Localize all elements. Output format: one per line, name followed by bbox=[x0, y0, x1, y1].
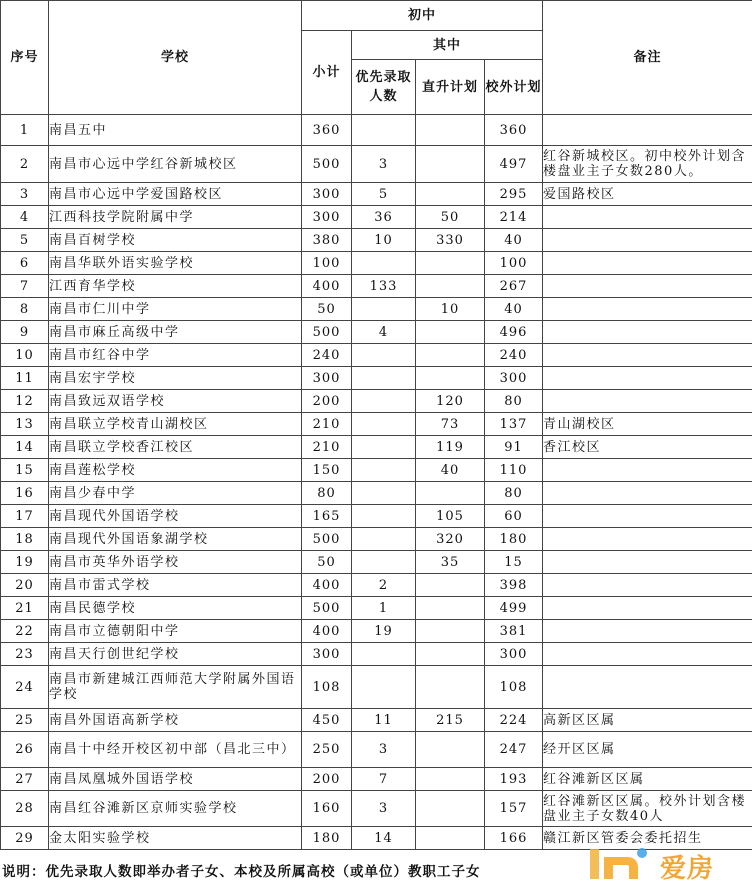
subtotal-cell: 380 bbox=[302, 229, 352, 252]
subtotal-cell: 210 bbox=[302, 436, 352, 459]
note-cell bbox=[543, 551, 752, 574]
row-number: 24 bbox=[1, 666, 49, 709]
row-number: 14 bbox=[1, 436, 49, 459]
table-row bbox=[1, 643, 752, 666]
row-number: 13 bbox=[1, 413, 49, 436]
priority-cell: 3 bbox=[352, 732, 416, 768]
row-number: 5 bbox=[1, 229, 49, 252]
direct-cell bbox=[416, 275, 485, 298]
footnote: 说明：优先录取人数即举办者子女、本校及所属高校（或单位）教职工子女 bbox=[2, 864, 481, 880]
school-name: 南昌联立学校青山湖校区 bbox=[49, 413, 302, 436]
outside-cell: 499 bbox=[485, 597, 543, 620]
note-cell bbox=[543, 115, 752, 146]
row-number: 28 bbox=[1, 791, 49, 827]
note-cell bbox=[543, 528, 752, 551]
outside-cell: 137 bbox=[485, 413, 543, 436]
outside-cell: 300 bbox=[485, 643, 543, 666]
subtotal-cell: 80 bbox=[302, 482, 352, 505]
subtotal-cell: 165 bbox=[302, 505, 352, 528]
priority-cell bbox=[352, 666, 416, 709]
table-row bbox=[1, 505, 752, 528]
subtotal-cell: 360 bbox=[302, 115, 352, 146]
table-row bbox=[1, 620, 752, 643]
row-number: 3 bbox=[1, 183, 49, 206]
note-cell bbox=[543, 666, 752, 709]
subtotal-cell: 400 bbox=[302, 620, 352, 643]
row-number: 11 bbox=[1, 367, 49, 390]
subtotal-cell: 400 bbox=[302, 574, 352, 597]
direct-cell: 215 bbox=[416, 709, 485, 732]
header-seq: 序号 bbox=[1, 1, 49, 115]
direct-cell bbox=[416, 768, 485, 791]
row-number: 29 bbox=[1, 827, 49, 850]
school-name: 南昌现代外国语象湖学校 bbox=[49, 528, 302, 551]
table-row bbox=[1, 183, 752, 206]
table-row bbox=[1, 206, 752, 229]
priority-cell bbox=[352, 528, 416, 551]
note-cell: 青山湖校区 bbox=[543, 413, 752, 436]
row-number: 22 bbox=[1, 620, 49, 643]
table-row bbox=[1, 436, 752, 459]
priority-cell: 19 bbox=[352, 620, 416, 643]
note-cell bbox=[543, 321, 752, 344]
outside-cell: 497 bbox=[485, 146, 543, 183]
outside-cell: 398 bbox=[485, 574, 543, 597]
subtotal-cell: 250 bbox=[302, 732, 352, 768]
row-number: 26 bbox=[1, 732, 49, 768]
priority-cell: 36 bbox=[352, 206, 416, 229]
direct-cell: 105 bbox=[416, 505, 485, 528]
school-name: 南昌天行创世纪学校 bbox=[49, 643, 302, 666]
direct-cell bbox=[416, 344, 485, 367]
priority-cell bbox=[352, 505, 416, 528]
priority-cell bbox=[352, 436, 416, 459]
note-cell: 红谷滩新区区属 bbox=[543, 768, 752, 791]
school-name: 南昌市麻丘高级中学 bbox=[49, 321, 302, 344]
subtotal-cell: 500 bbox=[302, 321, 352, 344]
header-junior: 初中 bbox=[302, 1, 543, 31]
table-body bbox=[1, 115, 752, 850]
note-cell: 香江校区 bbox=[543, 436, 752, 459]
note-cell bbox=[543, 597, 752, 620]
outside-cell: 40 bbox=[485, 298, 543, 321]
direct-cell bbox=[416, 620, 485, 643]
direct-cell: 73 bbox=[416, 413, 485, 436]
direct-cell: 10 bbox=[416, 298, 485, 321]
priority-cell bbox=[352, 298, 416, 321]
note-cell bbox=[543, 298, 752, 321]
priority-cell: 5 bbox=[352, 183, 416, 206]
direct-cell bbox=[416, 367, 485, 390]
subtotal-cell: 160 bbox=[302, 791, 352, 827]
priority-cell bbox=[352, 459, 416, 482]
priority-cell: 7 bbox=[352, 768, 416, 791]
row-number: 16 bbox=[1, 482, 49, 505]
note-cell bbox=[543, 206, 752, 229]
table-row bbox=[1, 146, 752, 183]
priority-cell: 11 bbox=[352, 709, 416, 732]
row-number: 23 bbox=[1, 643, 49, 666]
note-cell bbox=[543, 344, 752, 367]
subtotal-cell: 240 bbox=[302, 344, 352, 367]
subtotal-cell: 450 bbox=[302, 709, 352, 732]
table-row bbox=[1, 597, 752, 620]
direct-cell bbox=[416, 827, 485, 850]
row-number: 17 bbox=[1, 505, 49, 528]
table-row bbox=[1, 321, 752, 344]
table-row bbox=[1, 574, 752, 597]
row-number: 1 bbox=[1, 115, 49, 146]
header-note: 备注 bbox=[543, 1, 752, 115]
direct-cell bbox=[416, 574, 485, 597]
table-row bbox=[1, 732, 752, 768]
priority-cell bbox=[352, 551, 416, 574]
note-cell bbox=[543, 643, 752, 666]
outside-cell: 214 bbox=[485, 206, 543, 229]
table-row bbox=[1, 551, 752, 574]
header-subtotal: 小计 bbox=[302, 31, 352, 115]
school-name: 南昌百树学校 bbox=[49, 229, 302, 252]
subtotal-cell: 500 bbox=[302, 146, 352, 183]
direct-cell: 50 bbox=[416, 206, 485, 229]
school-name: 南昌五中 bbox=[49, 115, 302, 146]
table-row bbox=[1, 390, 752, 413]
outside-cell: 295 bbox=[485, 183, 543, 206]
priority-cell: 133 bbox=[352, 275, 416, 298]
outside-cell: 360 bbox=[485, 115, 543, 146]
table-row bbox=[1, 709, 752, 732]
table-row bbox=[1, 528, 752, 551]
table-row bbox=[1, 768, 752, 791]
header-priority: 优先录取人数 bbox=[352, 60, 416, 115]
outside-cell: 40 bbox=[485, 229, 543, 252]
school-name: 南昌市雷式学校 bbox=[49, 574, 302, 597]
subtotal-cell: 200 bbox=[302, 768, 352, 791]
subtotal-cell: 50 bbox=[302, 551, 352, 574]
school-name: 南昌凤凰城外国语学校 bbox=[49, 768, 302, 791]
outside-cell: 496 bbox=[485, 321, 543, 344]
header-among: 其中 bbox=[352, 31, 543, 60]
direct-cell bbox=[416, 146, 485, 183]
subtotal-cell: 300 bbox=[302, 206, 352, 229]
subtotal-cell: 210 bbox=[302, 413, 352, 436]
note-cell bbox=[543, 229, 752, 252]
row-number: 12 bbox=[1, 390, 49, 413]
priority-cell: 2 bbox=[352, 574, 416, 597]
row-number: 21 bbox=[1, 597, 49, 620]
school-name: 南昌十中经开校区初中部（昌北三中） bbox=[49, 732, 302, 768]
row-number: 6 bbox=[1, 252, 49, 275]
subtotal-cell: 100 bbox=[302, 252, 352, 275]
note-cell bbox=[543, 482, 752, 505]
table-row bbox=[1, 459, 752, 482]
direct-cell bbox=[416, 791, 485, 827]
priority-cell bbox=[352, 344, 416, 367]
school-name: 南昌市立德朝阳中学 bbox=[49, 620, 302, 643]
header-direct: 直升计划 bbox=[416, 60, 485, 115]
note-cell: 赣江新区管委会委托招生 bbox=[543, 827, 752, 850]
outside-cell: 247 bbox=[485, 732, 543, 768]
note-cell: 经开区区属 bbox=[543, 732, 752, 768]
school-name: 南昌市心远中学红谷新城校区 bbox=[49, 146, 302, 183]
priority-cell: 3 bbox=[352, 146, 416, 183]
note-cell bbox=[543, 367, 752, 390]
outside-cell: 166 bbox=[485, 827, 543, 850]
outside-cell: 15 bbox=[485, 551, 543, 574]
outside-cell: 193 bbox=[485, 768, 543, 791]
outside-cell: 108 bbox=[485, 666, 543, 709]
note-cell: 高新区区属 bbox=[543, 709, 752, 732]
note-cell bbox=[543, 252, 752, 275]
subtotal-cell: 108 bbox=[302, 666, 352, 709]
school-name: 南昌外国语高新学校 bbox=[49, 709, 302, 732]
outside-cell: 300 bbox=[485, 367, 543, 390]
priority-cell bbox=[352, 482, 416, 505]
row-number: 7 bbox=[1, 275, 49, 298]
direct-cell bbox=[416, 183, 485, 206]
row-number: 25 bbox=[1, 709, 49, 732]
table-row bbox=[1, 367, 752, 390]
school-name: 南昌民德学校 bbox=[49, 597, 302, 620]
school-name: 南昌市新建城江西师范大学附属外国语学校 bbox=[49, 666, 302, 709]
row-number: 2 bbox=[1, 146, 49, 183]
priority-cell: 14 bbox=[352, 827, 416, 850]
direct-cell bbox=[416, 115, 485, 146]
direct-cell bbox=[416, 252, 485, 275]
outside-cell: 240 bbox=[485, 344, 543, 367]
direct-cell bbox=[416, 732, 485, 768]
table-row bbox=[1, 791, 752, 827]
priority-cell bbox=[352, 643, 416, 666]
row-number: 8 bbox=[1, 298, 49, 321]
outside-cell: 91 bbox=[485, 436, 543, 459]
row-number: 15 bbox=[1, 459, 49, 482]
subtotal-cell: 300 bbox=[302, 367, 352, 390]
row-number: 27 bbox=[1, 768, 49, 791]
outside-cell: 110 bbox=[485, 459, 543, 482]
row-number: 19 bbox=[1, 551, 49, 574]
outside-cell: 60 bbox=[485, 505, 543, 528]
school-name: 南昌致远双语学校 bbox=[49, 390, 302, 413]
priority-cell bbox=[352, 115, 416, 146]
note-cell bbox=[543, 390, 752, 413]
table-row bbox=[1, 298, 752, 321]
direct-cell bbox=[416, 597, 485, 620]
outside-cell: 80 bbox=[485, 390, 543, 413]
row-number: 9 bbox=[1, 321, 49, 344]
priority-cell bbox=[352, 252, 416, 275]
row-number: 10 bbox=[1, 344, 49, 367]
outside-cell: 267 bbox=[485, 275, 543, 298]
school-name: 南昌市英华外语学校 bbox=[49, 551, 302, 574]
header-school: 学校 bbox=[49, 1, 302, 115]
subtotal-cell: 300 bbox=[302, 643, 352, 666]
priority-cell: 4 bbox=[352, 321, 416, 344]
priority-cell bbox=[352, 413, 416, 436]
priority-cell: 10 bbox=[352, 229, 416, 252]
priority-cell: 3 bbox=[352, 791, 416, 827]
subtotal-cell: 400 bbox=[302, 275, 352, 298]
school-name: 金太阳实验学校 bbox=[49, 827, 302, 850]
subtotal-cell: 500 bbox=[302, 597, 352, 620]
watermark-text: 爱房 bbox=[660, 854, 715, 884]
school-name: 南昌市心远中学爱国路校区 bbox=[49, 183, 302, 206]
table-row bbox=[1, 482, 752, 505]
subtotal-cell: 180 bbox=[302, 827, 352, 850]
direct-cell bbox=[416, 643, 485, 666]
subtotal-cell: 150 bbox=[302, 459, 352, 482]
row-number: 20 bbox=[1, 574, 49, 597]
note-cell: 爱国路校区 bbox=[543, 183, 752, 206]
note-cell bbox=[543, 275, 752, 298]
school-name: 江西育华学校 bbox=[49, 275, 302, 298]
school-name: 南昌宏宇学校 bbox=[49, 367, 302, 390]
school-name: 南昌莲松学校 bbox=[49, 459, 302, 482]
subtotal-cell: 500 bbox=[302, 528, 352, 551]
direct-cell: 330 bbox=[416, 229, 485, 252]
school-name: 南昌少春中学 bbox=[49, 482, 302, 505]
direct-cell bbox=[416, 666, 485, 709]
school-name: 南昌红谷滩新区京师实验学校 bbox=[49, 791, 302, 827]
subtotal-cell: 300 bbox=[302, 183, 352, 206]
school-name: 南昌华联外语实验学校 bbox=[49, 252, 302, 275]
table-row bbox=[1, 666, 752, 709]
priority-cell bbox=[352, 390, 416, 413]
direct-cell: 35 bbox=[416, 551, 485, 574]
header-outside: 校外计划 bbox=[485, 60, 543, 115]
priority-cell: 1 bbox=[352, 597, 416, 620]
direct-cell bbox=[416, 482, 485, 505]
table-row bbox=[1, 115, 752, 146]
table-row bbox=[1, 229, 752, 252]
school-name: 南昌现代外国语学校 bbox=[49, 505, 302, 528]
note-cell bbox=[543, 620, 752, 643]
direct-cell: 119 bbox=[416, 436, 485, 459]
outside-cell: 180 bbox=[485, 528, 543, 551]
subtotal-cell: 200 bbox=[302, 390, 352, 413]
direct-cell: 120 bbox=[416, 390, 485, 413]
direct-cell bbox=[416, 321, 485, 344]
outside-cell: 224 bbox=[485, 709, 543, 732]
row-number: 18 bbox=[1, 528, 49, 551]
note-cell bbox=[543, 459, 752, 482]
school-name: 南昌市仁川中学 bbox=[49, 298, 302, 321]
note-cell bbox=[543, 505, 752, 528]
outside-cell: 381 bbox=[485, 620, 543, 643]
note-cell: 红谷新城校区。初中校外计划含楼盘业主子女数280人。 bbox=[543, 146, 752, 183]
school-name: 江西科技学院附属中学 bbox=[49, 206, 302, 229]
direct-cell: 40 bbox=[416, 459, 485, 482]
outside-cell: 80 bbox=[485, 482, 543, 505]
priority-cell bbox=[352, 367, 416, 390]
school-name: 南昌市红谷中学 bbox=[49, 344, 302, 367]
outside-cell: 157 bbox=[485, 791, 543, 827]
table-row bbox=[1, 344, 752, 367]
row-number: 4 bbox=[1, 206, 49, 229]
direct-cell: 320 bbox=[416, 528, 485, 551]
note-cell: 红谷滩新区区属。校外计划含楼盘业主子女数40人 bbox=[543, 791, 752, 827]
table-row bbox=[1, 413, 752, 436]
table-row bbox=[1, 275, 752, 298]
table-row bbox=[1, 252, 752, 275]
subtotal-cell: 50 bbox=[302, 298, 352, 321]
school-name: 南昌联立学校香江校区 bbox=[49, 436, 302, 459]
outside-cell: 100 bbox=[485, 252, 543, 275]
note-cell bbox=[543, 574, 752, 597]
